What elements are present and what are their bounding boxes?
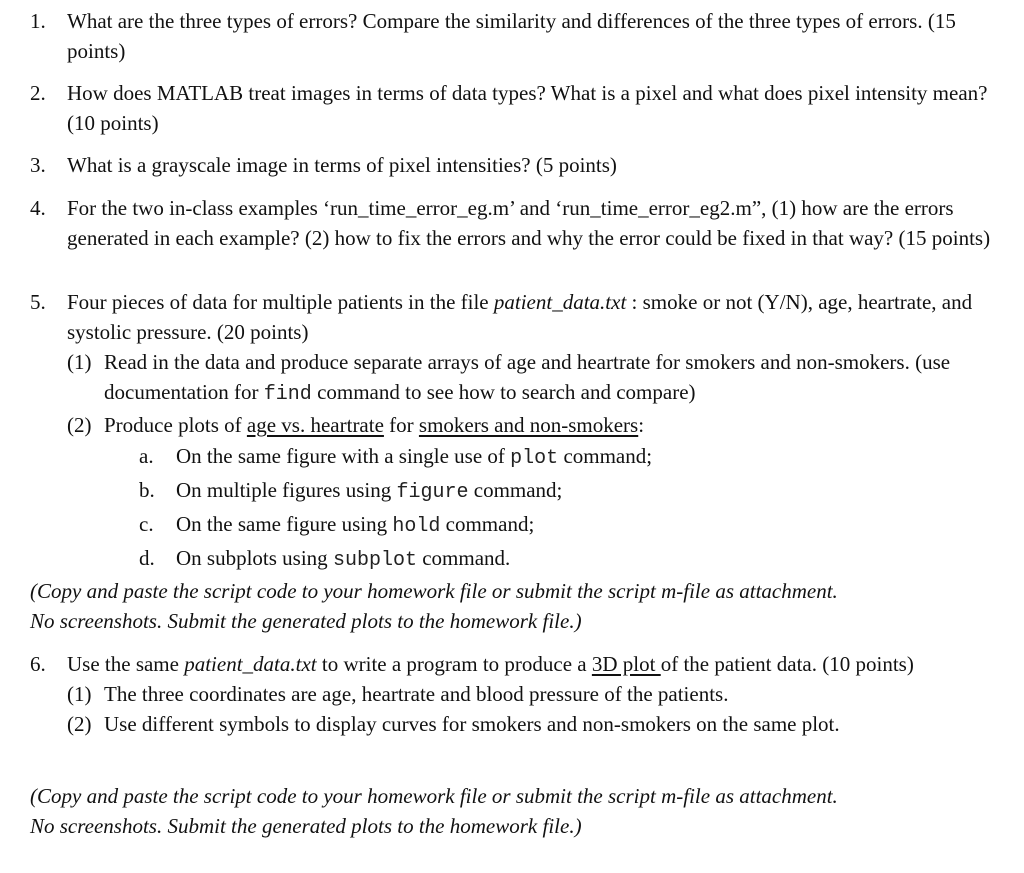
list-item	[139, 509, 1005, 542]
question-number: 3.	[30, 153, 46, 177]
q6-intro-start: Use the same	[67, 652, 185, 676]
question-6	[30, 649, 1005, 739]
part-text: Use different symbols to display curves for smokers and non-smokers on the same plot.	[104, 712, 840, 736]
q5-parts	[67, 347, 1005, 576]
item-text	[139, 543, 1005, 576]
filename: patient_data.txt	[184, 652, 317, 676]
underlined-age-vs-heartrate: age vs. heartrate	[246, 413, 384, 437]
part-number: (1)	[67, 682, 92, 706]
item-letter: b.	[139, 478, 155, 502]
question-4	[30, 193, 1005, 253]
part-text	[67, 410, 1005, 440]
question-number: 5.	[30, 290, 46, 314]
hold-command: hold	[392, 515, 441, 538]
question-1	[30, 6, 1005, 66]
item-text-end: command;	[440, 512, 535, 536]
part-number: (2)	[67, 413, 92, 437]
question-number: 6.	[30, 652, 46, 676]
question-3	[30, 150, 1005, 180]
part-number: (1)	[67, 350, 92, 374]
note-line: No screenshots. Submit the generated plots to the homework file.)	[30, 609, 582, 633]
find-command: find	[263, 383, 312, 406]
question-2	[30, 78, 1005, 138]
question-text: For the two in-class examples ‘run_time_error_eg.m’ and ‘run_time_error_eg2.m”, (1) how are the errors generated in each example? (2) how to fix the errors and why the error could be fixed in that way? (15 points)	[67, 196, 991, 250]
question-text: What is a grayscale image in terms of pixel intensities? (5 points)	[67, 153, 617, 177]
note-line: (Copy and paste the script code to your homework file or submit the script m-file as attachment.	[30, 579, 838, 603]
underlined-smokers: smokers and non-smokers	[418, 413, 639, 437]
item-text-end: command;	[558, 444, 653, 468]
q6-parts	[67, 679, 1005, 739]
part-text-end: command to see how to search and compare)	[311, 380, 696, 404]
submission-note-1	[30, 576, 990, 636]
item-text-end: command;	[468, 478, 563, 502]
plot-command: plot	[510, 447, 559, 470]
part-text-end: :	[638, 413, 645, 437]
filename: patient_data.txt	[493, 290, 627, 314]
q5-intro-end: : smoke or not (Y/N), age, heartrate, and systolic pressure. (20 points)	[67, 290, 973, 344]
question-text: How does MATLAB treat images in terms of data types? What is a pixel and what does pixel intensity mean? (10 points)	[67, 81, 988, 135]
list-item	[139, 543, 1005, 576]
q6-intro-mid: to write a program to produce a	[316, 652, 592, 676]
q5-intro-start: Four pieces of data for multiple patients in the file	[67, 290, 494, 314]
question-text	[67, 287, 1005, 347]
part-number: (2)	[67, 712, 92, 736]
part-text: The three coordinates are age, heartrate and blood pressure of the patients.	[104, 682, 729, 706]
item-text-start: On multiple figures using	[176, 478, 397, 502]
item-text	[139, 509, 1005, 542]
q5-part-2	[67, 410, 1005, 440]
question-number: 1.	[30, 9, 46, 33]
note-line: No screenshots. Submit the generated plots to the homework file.)	[30, 814, 582, 838]
subplot-command: subplot	[332, 549, 417, 572]
q6-part-2	[67, 709, 1005, 739]
question-number: 4.	[30, 196, 46, 220]
question-number: 2.	[30, 81, 46, 105]
part-text-start: Read in the data and produce separate arrays of age and heartrate for smokers and non-smokers. (use documentation for	[104, 350, 951, 404]
figure-command: figure	[396, 481, 469, 504]
list-item	[139, 475, 1005, 508]
item-text-end: command.	[416, 546, 511, 570]
question-text	[67, 649, 1005, 679]
item-text-start: On the same figure with a single use of	[176, 444, 511, 468]
part-text-start: Produce plots of	[104, 413, 247, 437]
item-letter: d.	[139, 546, 155, 570]
item-letter: c.	[139, 512, 154, 536]
q6-part-1	[67, 679, 1005, 709]
list-item	[139, 441, 1005, 474]
item-letter: a.	[139, 444, 154, 468]
question-5	[30, 287, 1005, 576]
question-text: What are the three types of errors? Compare the similarity and differences of the three types of errors. (15 points)	[67, 9, 956, 63]
q5-part-1	[67, 347, 1005, 410]
submission-note-2	[30, 781, 990, 841]
part-text	[67, 347, 1005, 410]
underlined-3d-plot: 3D plot	[591, 652, 661, 676]
item-text	[139, 475, 1005, 508]
q6-intro-end: of the patient data. (10 points)	[660, 652, 914, 676]
item-text-start: On the same figure using	[176, 512, 393, 536]
note-line: (Copy and paste the script code to your homework file or submit the script m-file as attachment.	[30, 784, 838, 808]
item-text	[139, 441, 1005, 474]
part-text-mid: for	[383, 413, 419, 437]
item-text-start: On subplots using	[176, 546, 333, 570]
